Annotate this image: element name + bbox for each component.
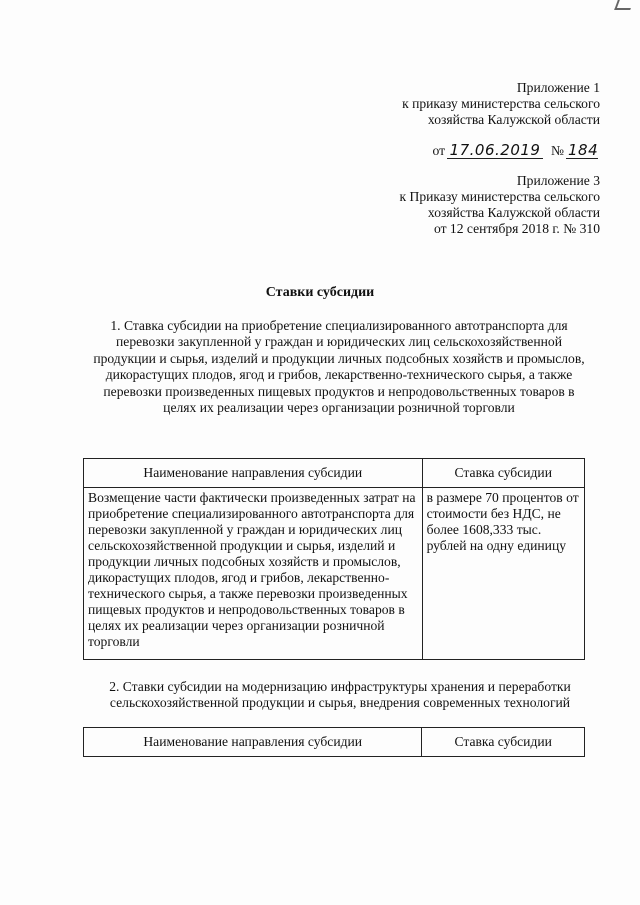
order-date-handwritten: 17.06.2019 bbox=[447, 143, 543, 159]
section-1-body: 1. Ставка субсидии на приобретение специализированного автотранспорта для перевозки закупленной у граждан и юридических лиц сельскохозяйственной продукции и сырья, изделий и продукции личных подсобных хозяйств и промыслов, дикорастущих плодов, ягод и грибов, лекарственно-технического сырья, а также перевозки произведенных пищевых продуктов и непродовольственных товаров в целях их реализации через организации розничной торговли bbox=[93, 318, 585, 416]
order-number-handwritten: 184 bbox=[568, 141, 599, 159]
annex-3-line3: хозяйства Калужской области bbox=[427, 205, 600, 220]
table-1 bbox=[83, 458, 585, 660]
corner-mark bbox=[614, 0, 634, 10]
annex-3-title: Приложение 3 bbox=[516, 173, 600, 188]
section-2-text: 2. Ставки субсидии на модернизацию инфраструктуры хранения и переработки сельскохозяйственной продукции и сырья, внедрения современных технологий bbox=[109, 679, 571, 711]
order-reference bbox=[432, 143, 598, 159]
table-2-header-rate: Ставка субсидии bbox=[422, 728, 585, 757]
table-1-header-direction: Наименование направления субсидии bbox=[84, 459, 423, 488]
table-1-header-row bbox=[84, 459, 585, 488]
table-1-cell-direction bbox=[84, 488, 423, 660]
table-1-rate-text: в размере 70 процентов от стоимости без НДС, не более 1608,333 тыс. рублей на одну единицу bbox=[426, 490, 579, 553]
document-title: Ставки субсидии bbox=[265, 285, 375, 300]
table-2-header-row bbox=[84, 728, 585, 757]
order-prefix: от bbox=[432, 143, 446, 158]
table-row bbox=[84, 488, 585, 660]
annex-1-header bbox=[402, 80, 600, 128]
annex-3-header bbox=[400, 173, 600, 237]
annex-1-title: Приложение 1 bbox=[516, 80, 600, 95]
table-1-cell-rate bbox=[422, 488, 584, 660]
table-2-header-direction: Наименование направления субсидии bbox=[84, 728, 422, 757]
order-number-prefix: № bbox=[551, 143, 564, 158]
annex-1-line2: к приказу министерства сельского bbox=[402, 96, 600, 111]
section-1-text bbox=[88, 318, 590, 416]
table-1-direction-text: Возмещение части фактически произведенных затрат на приобретение специализированного автотранспорта для перевозки закупленной у граждан и юридических лиц сельскохозяйственной продукции и сырья, изделий и продукции личных подсобных хозяйств и промыслов, дикорастущих плодов, ягод и грибов, лекарственно-технического сырья, а также перевозки произведенных пищевых продуктов и непродовольственных товаров в целях их реализации через организации розничной торговли bbox=[88, 490, 416, 649]
table-2 bbox=[83, 727, 585, 757]
table-1-header-rate: Ставка субсидии bbox=[422, 459, 584, 488]
annex-3-line4: от 12 сентября 2018 г. № 310 bbox=[433, 221, 600, 236]
annex-1-line3: хозяйства Калужской области bbox=[427, 112, 600, 127]
annex-3-line2: к Приказу министерства сельского bbox=[399, 189, 600, 204]
